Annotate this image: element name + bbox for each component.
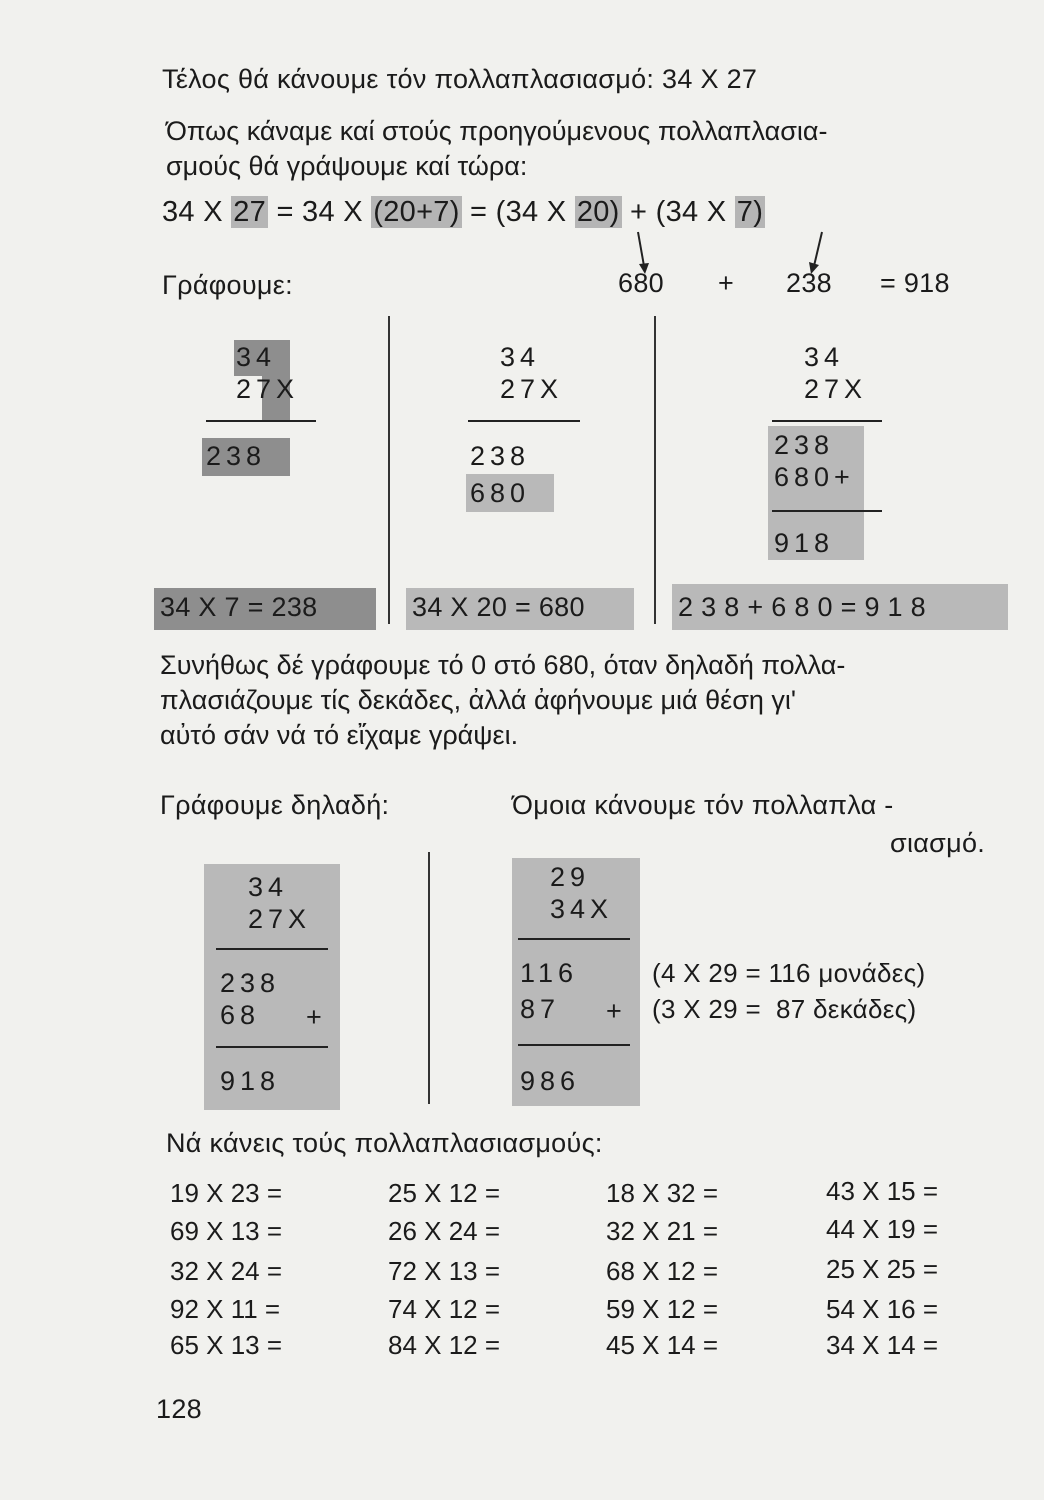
exercise-item: 69 Χ 13 = [170, 1216, 283, 1246]
example1-rule-2 [216, 1046, 328, 1048]
example2-plus: + [606, 996, 623, 1026]
similar-line-2: σιασμό. [890, 828, 986, 858]
exercise-item: 44 Χ 19 = [826, 1214, 939, 1244]
result-238: 238 [786, 268, 832, 298]
write-namely: Γράφουμε δηλαδή: [160, 790, 390, 820]
paragraph-1-line-2: σμούς θά γράψουμε καί τώρα: [166, 151, 528, 181]
divider-1 [388, 316, 390, 624]
example2-multiplier: 34Χ [550, 894, 614, 924]
step3-multiplier: 27Χ [804, 374, 868, 404]
example1-multiplier: 27Χ [248, 904, 312, 934]
example1-partial-1: 238 [220, 968, 281, 998]
eq-part-g: + (34 Χ [630, 196, 727, 228]
intro-line: Τέλος θά κάνουμε τόν πολλαπλασιασμό: 34 Χ 27 [162, 64, 758, 94]
exercise-item: 45 Χ 14 = [606, 1330, 719, 1360]
step3-caption: 2 3 8 + 6 8 0 = 9 1 8 [678, 592, 926, 622]
page-number: 128 [156, 1394, 202, 1424]
exercise-item: 25 Χ 12 = [388, 1178, 501, 1208]
example1-partial-2: 68 [220, 1000, 261, 1030]
step3-rule-1 [772, 420, 882, 422]
write-label: Γράφουμε: [162, 270, 293, 300]
step2-rule [468, 420, 580, 422]
example2-rule-1 [518, 938, 630, 940]
exercise-item: 32 Χ 24 = [170, 1256, 283, 1286]
step2-multiplier: 27Χ [500, 374, 564, 404]
step1-partial: 238 [206, 441, 267, 471]
result-plus: + [718, 268, 735, 298]
example2-total: 986 [520, 1066, 581, 1096]
step3-multiplicand: 34 [804, 342, 845, 372]
eq-part-e: = (34 Χ [470, 196, 567, 228]
exercise-item: 18 Χ 32 = [606, 1178, 719, 1208]
eq-part-a: 34 Χ [162, 196, 223, 228]
paragraph-2-line-1: Συνήθως δέ γράφουμε τό 0 στό 680, όταν δηλαδή πολλα- [160, 650, 846, 680]
step1-multiplicand: 34 [236, 342, 277, 372]
example2-multiplicand: 29 [550, 862, 591, 892]
example2-partial-1: 116 [520, 958, 579, 988]
exercise-item: 72 Χ 13 = [388, 1256, 501, 1286]
exercise-item: 34 Χ 14 = [826, 1330, 939, 1360]
similar-line-1: Όμοια κάνουμε τόν πολλαπλα - [512, 790, 894, 820]
eq-part-f: 20) [576, 196, 620, 228]
result-total: = 918 [880, 268, 950, 298]
example1-multiplicand: 34 [248, 872, 289, 902]
exercise-item: 25 Χ 25 = [826, 1254, 939, 1284]
exercises-title: Νά κάνεις τούς πολλαπλασιασμούς: [166, 1128, 603, 1158]
exercise-item: 54 Χ 16 = [826, 1294, 939, 1324]
example1-plus: + [306, 1002, 323, 1032]
step3-partial-2: 680+ [774, 462, 855, 492]
exercise-item: 32 Χ 21 = [606, 1216, 719, 1246]
result-680: 680 [618, 268, 664, 298]
step1-rule [206, 420, 316, 422]
exercise-item: 92 Χ 11 = [170, 1294, 281, 1324]
exercise-item: 19 Χ 23 = [170, 1178, 283, 1208]
exercise-item: 74 Χ 12 = [388, 1294, 501, 1324]
example2-note-2: (3 Χ 29 = 87 δεκάδες) [652, 994, 917, 1024]
paragraph-2 [160, 648, 845, 753]
equation-line [162, 196, 765, 229]
step2-partial-2: 680 [470, 478, 531, 508]
step3-total: 918 [774, 528, 835, 558]
eq-part-h: 7) [736, 196, 764, 228]
exercise-item: 26 Χ 24 = [388, 1216, 501, 1246]
divider-2 [654, 316, 656, 624]
paragraph-2-line-2: πλασιάζουμε τίς δεκάδες, ἀλλά ἀφήνουμε μιά θέση γι' [160, 685, 797, 715]
divider-3 [428, 852, 430, 1104]
example2-rule-2 [518, 1044, 630, 1046]
exercise-item: 84 Χ 12 = [388, 1330, 501, 1360]
step1-multiplier: 27Χ [236, 374, 300, 404]
exercise-item: 43 Χ 15 = [826, 1176, 939, 1206]
eq-part-c: = 34 Χ [276, 196, 363, 228]
step1-caption: 34 Χ 7 = 238 [160, 592, 318, 622]
example2-partial-2: 87 [520, 994, 561, 1024]
eq-part-d: (20+7) [373, 196, 460, 228]
example2-note-1: (4 Χ 29 = 116 μονάδες) [652, 958, 926, 988]
exercise-item: 65 Χ 13 = [170, 1330, 283, 1360]
exercise-item: 68 Χ 12 = [606, 1256, 719, 1286]
example1-rule-1 [216, 948, 328, 950]
step3-rule-2 [772, 510, 882, 512]
step2-caption: 34 Χ 20 = 680 [412, 592, 585, 622]
step3-partial-1: 238 [774, 430, 835, 460]
paragraph-2-line-3: αὐτό σάν νά τό εἴχαμε γράψει. [160, 720, 519, 750]
step2-partial-1: 238 [470, 441, 531, 471]
step2-multiplicand: 34 [500, 342, 541, 372]
paragraph-1 [166, 114, 828, 184]
paragraph-1-line-1: Όπως κάναμε καί στούς προηγούμενους πολλαπλασια- [166, 116, 828, 146]
exercise-item: 59 Χ 12 = [606, 1294, 719, 1324]
eq-part-b: 27 [233, 196, 267, 228]
example1-total: 918 [220, 1066, 281, 1096]
